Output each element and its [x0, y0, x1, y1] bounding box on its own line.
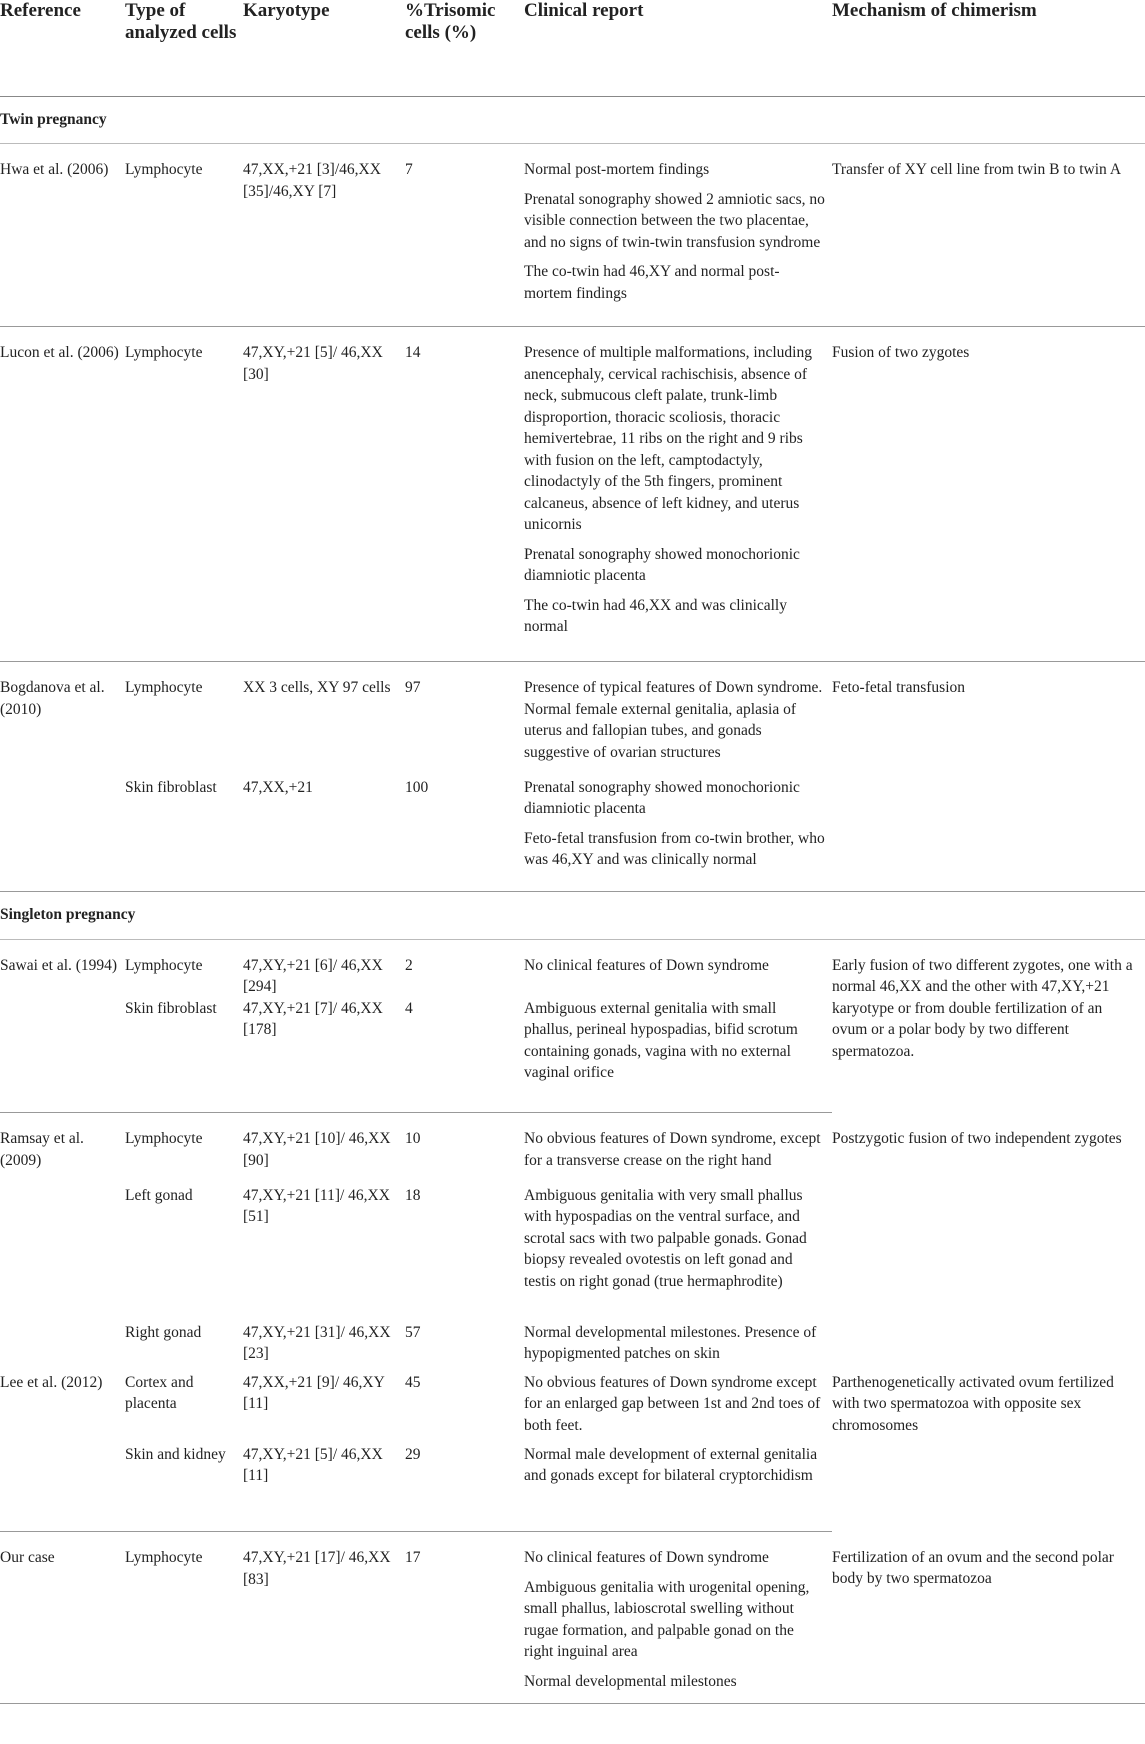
clinical-report — [524, 998, 832, 1113]
table-row — [0, 144, 1145, 327]
header-trisomic: %Trisomic cells (%) — [405, 0, 524, 96]
clinical-report — [524, 662, 832, 777]
ref — [0, 998, 125, 1113]
clinical-para: The co-twin had 46,XX and was clinically normal — [524, 596, 787, 635]
cell-type: Left gonad — [125, 1186, 193, 1204]
trisomic-pct: 57 — [405, 1323, 421, 1341]
clinical-para: Presence of multiple malformations, including anencephaly, cervical rachischisis, absence of neck, submucous cleft palate, trunk-limb disproportion, thoracic scoliosis, thoracic hemivertebrae, 11 ribs on the right and 9 ribs with fusion on the left, camptodactyly, clinodactyly of the 5th fingers, prominent calcaneus, absence of left kidney, and uterus unicornis — [524, 344, 812, 533]
table-row — [0, 662, 1145, 777]
ref — [0, 1444, 125, 1532]
clinical-report — [524, 144, 832, 327]
clinical-para: No clinical features of Down syndrome — [524, 1549, 769, 1566]
clinical-para: Feto-fetal transfusion from co-twin brother, who was 46,XY and was clinically normal — [524, 829, 825, 868]
ref — [0, 777, 125, 892]
cell-type: Lymphocyte — [125, 1532, 243, 1704]
section-title: Singleton pregnancy — [0, 892, 1145, 940]
clinical-report — [524, 1532, 832, 1704]
trisomic-pct: 7 — [405, 144, 524, 327]
table-row — [0, 327, 1145, 662]
table-row — [0, 939, 1145, 998]
clinical-report — [524, 777, 832, 892]
table-row — [0, 1113, 1145, 1185]
cell-type: Lymphocyte — [125, 327, 243, 662]
cell-type: Lymphocyte — [125, 956, 203, 974]
clinical-para: Normal post-mortem findings — [524, 161, 710, 178]
karyotype: XX 3 cells, XY 97 cells — [243, 679, 391, 696]
karyotype: 47,XY,+21 [17]/ 46,XX [83] — [243, 1532, 405, 1704]
clinical-report — [524, 1185, 832, 1322]
cell-type: Skin and kidney — [125, 1444, 243, 1532]
cell-type: Lymphocyte — [125, 1130, 203, 1147]
karyotype: 47,XY,+21 [11]/ 46,XX [51] — [243, 1186, 390, 1225]
ref: Lucon et al. (2006) — [0, 327, 125, 662]
cell-type: Cortex and placenta — [125, 1373, 194, 1412]
mechanism: Fusion of two zygotes — [832, 327, 1145, 662]
cell-type: Lymphocyte — [125, 679, 203, 696]
header-cell-type: Type of analyzed cells — [125, 0, 243, 96]
cell-type: Right gonad — [125, 1323, 202, 1341]
clinical-para: No obvious features of Down syndrome except for an enlarged gap between 1st and 2nd toes of both feet. — [524, 1373, 821, 1434]
karyotype: 47,XY,+21 [5]/ 46,XX [11] — [243, 1444, 405, 1532]
section-title: Twin pregnancy — [0, 96, 1145, 144]
karyotype: 47,XX,+21 — [243, 777, 405, 892]
mechanism — [832, 777, 1145, 892]
header-clinical: Clinical report — [524, 0, 832, 96]
ref: Lee et al. (2012) — [0, 1373, 103, 1391]
trisomic-pct: 18 — [405, 1186, 421, 1204]
clinical-para: No obvious features of Down syndrome, except for a transverse crease on the right hand — [524, 1130, 821, 1169]
header-karyotype: Karyotype — [243, 0, 405, 96]
table-row — [0, 777, 1145, 892]
clinical-para: Prenatal sonography showed 2 amniotic sacs, no visible connection between the two placentae, and no signs of twin-twin transfusion syndrome — [524, 190, 825, 251]
mechanism: Fertilization of an ovum and the second polar body by two spermatozoa — [832, 1532, 1145, 1704]
clinical-para: Presence of typical features of Down syndrome. Normal female external genitalia, aplasia of uterus and fallopian tubes, and gonads suggestive of ovarian structures — [524, 679, 823, 761]
mechanism — [832, 1322, 1145, 1372]
karyotype: 47,XY,+21 [5]/ 46,XX [30] — [243, 327, 405, 662]
table-row — [0, 1532, 1145, 1704]
ref: Bogdanova et al. (2010) — [0, 679, 105, 718]
karyotype: 47,XY,+21 [7]/ 46,XX [178] — [243, 998, 405, 1113]
trisomic-pct: 10 — [405, 1130, 421, 1147]
cell-type: Skin fibroblast — [125, 777, 243, 892]
trisomic-pct: 97 — [405, 679, 421, 696]
clinical-report — [524, 1113, 832, 1185]
clinical-para: Prenatal sonography showed monochorionic diamniotic placenta — [524, 545, 800, 584]
header-reference: Reference — [0, 0, 125, 96]
ref — [0, 1185, 125, 1322]
mechanism: Feto-fetal transfusion — [832, 679, 966, 696]
trisomic-pct: 17 — [405, 1532, 524, 1704]
clinical-para: Ambiguous external genitalia with small phallus, perineal hypospadias, bifid scrotum containing gonads, vagina with no external vaginal orifice — [524, 999, 798, 1081]
clinical-para: Ambiguous genitalia with very small phallus with hypospadias on the ventral surface, and scrotal sacs with two palpable gonads. Gonad biopsy revealed ovotestis on left gonad and testis on right gonad (true hermaphrodite) — [524, 1186, 807, 1290]
trisomic-pct: 29 — [405, 1444, 524, 1532]
karyotype: 47,XX,+21 [9]/ 46,XY [11] — [243, 1373, 385, 1412]
clinical-report — [524, 939, 832, 998]
mechanism: Transfer of XY cell line from twin B to twin A — [832, 144, 1145, 327]
clinical-para: Prenatal sonography showed monochorionic diamniotic placenta — [524, 778, 800, 817]
header-mechanism: Mechanism of chimerism — [832, 0, 1145, 96]
clinical-report — [524, 1444, 832, 1532]
clinical-para: Normal developmental milestones — [524, 1672, 737, 1690]
clinical-report — [524, 1372, 832, 1444]
trisomic-pct: 45 — [405, 1373, 421, 1391]
header-row — [0, 0, 1145, 96]
trisomic-pct: 100 — [405, 777, 524, 892]
cell-type: Lymphocyte — [125, 144, 243, 327]
ref: Our case — [0, 1532, 125, 1704]
karyotype: 47,XX,+21 [3]/46,XX [35]/46,XY [7] — [243, 144, 405, 327]
ref: Hwa et al. (2006) — [0, 144, 125, 327]
clinical-para: The co-twin had 46,XY and normal post-mortem findings — [524, 263, 780, 302]
ref — [0, 1322, 125, 1372]
table-row — [0, 1372, 1145, 1444]
ref: Ramsay et al. (2009) — [0, 1130, 84, 1169]
ref: Sawai et al. (1994) — [0, 956, 118, 974]
mechanism: Postzygotic fusion of two independent zygotes — [832, 1129, 1122, 1147]
clinical-para: Ambiguous genitalia with urogenital opening, small phallus, labioscrotal swelling without rugae formation, and palpable gonad on the right inguinal area — [524, 1578, 810, 1660]
table-row — [0, 1322, 1145, 1372]
clinical-para: Normal developmental milestones. Presence of hypopigmented patches on skin — [524, 1323, 817, 1362]
section-twin — [0, 96, 1145, 144]
trisomic-pct: 4 — [405, 998, 524, 1113]
clinical-report — [524, 327, 832, 662]
karyotype: 47,XY,+21 [31]/ 46,XX [23] — [243, 1323, 391, 1362]
mechanism — [832, 1185, 1145, 1322]
karyotype: 47,XY,+21 [6]/ 46,XX [294] — [243, 956, 383, 995]
trisomic-pct: 2 — [405, 956, 413, 974]
clinical-para: Normal male development of external genitalia and gonads except for bilateral cryptorchidism — [524, 1445, 818, 1484]
trisomic-pct: 14 — [405, 327, 524, 662]
table-row — [0, 1185, 1145, 1322]
karyotype: 47,XY,+21 [10]/ 46,XX [90] — [243, 1130, 391, 1169]
mechanism: Parthenogenetically activated ovum fertilized with two spermatozoa with opposite sex chromosomes — [832, 1373, 1114, 1434]
mechanism: Early fusion of two different zygotes, one with a normal 46,XX and the other with 47,XY,+21 karyotype or from double fertilization of an ovum or a polar body by two different spermatozoa. — [832, 956, 1133, 1060]
clinical-para: No clinical features of Down syndrome — [524, 956, 769, 974]
clinical-report — [524, 1322, 832, 1372]
cell-type: Skin fibroblast — [125, 998, 243, 1113]
section-singleton — [0, 892, 1145, 940]
